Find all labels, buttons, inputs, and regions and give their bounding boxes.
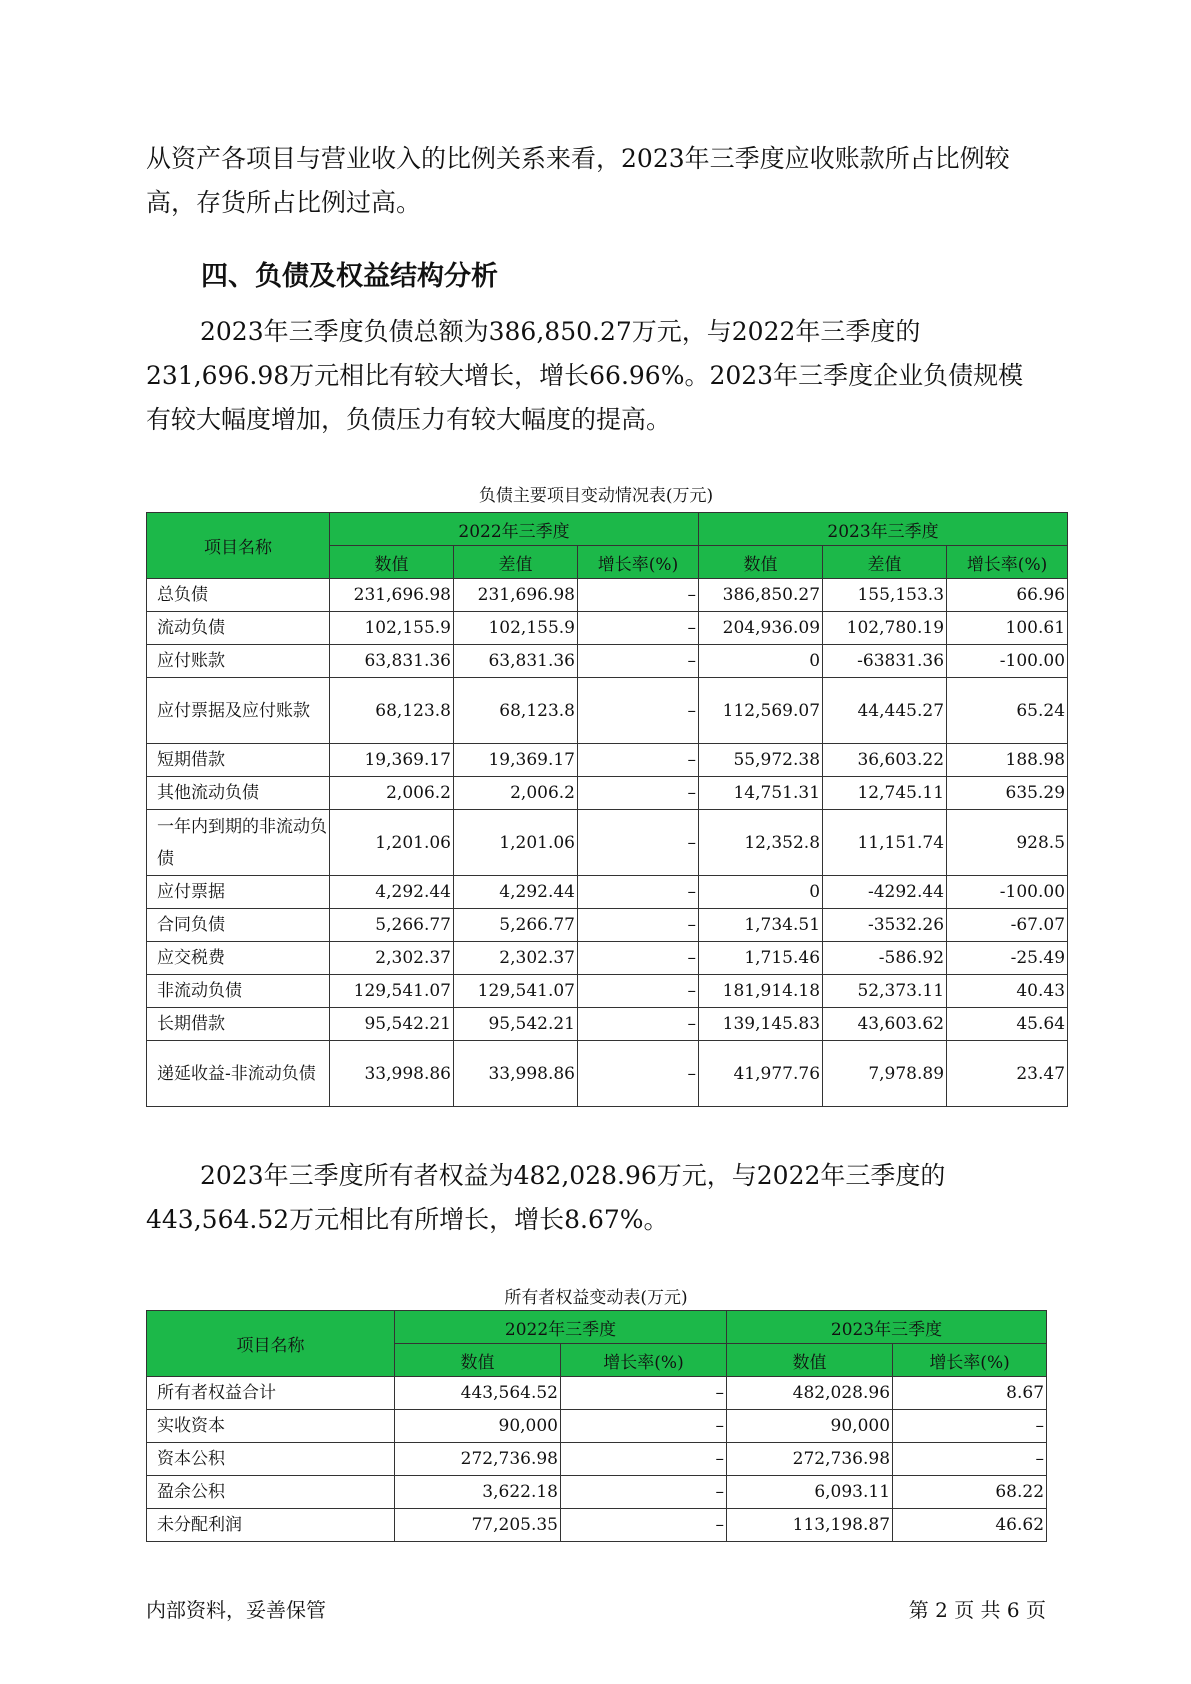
equity-subheader: 数值 — [727, 1344, 893, 1377]
table-row — [147, 777, 1068, 810]
cell-v2: 90,000 — [727, 1410, 893, 1443]
footer-page-number: 第 2 页 共 6 页 — [908, 1598, 1046, 1622]
cell-d2: -586.92 — [823, 942, 947, 975]
cell-g1: – — [578, 678, 699, 744]
row-label: 短期借款 — [147, 744, 330, 777]
equity-period1-header: 2022年三季度 — [395, 1311, 727, 1344]
table-row — [147, 579, 1068, 612]
cell-d2: 43,603.62 — [823, 1008, 947, 1041]
intro-paragraph: 从资产各项目与营业收入的比例关系来看，2023年三季度应收账款所占比例较高，存货所占比例过高。 — [146, 144, 1010, 217]
row-label: 盈余公积 — [147, 1476, 395, 1509]
row-label: 应交税费 — [147, 942, 330, 975]
equity-subheader: 数值 — [395, 1344, 561, 1377]
cell-v2: 482,028.96 — [727, 1377, 893, 1410]
liability-period1-header: 2022年三季度 — [330, 513, 699, 546]
table-row — [147, 876, 1068, 909]
table-row — [147, 678, 1068, 744]
cell-g1: – — [561, 1377, 727, 1410]
equity-paragraph: 2023年三季度所有者权益为482,028.96万元，与2022年三季度的443,564.52万元相比有所增长，增长8.67%。 — [146, 1161, 946, 1234]
cell-g1: – — [561, 1443, 727, 1476]
cell-v1: 102,155.9 — [330, 612, 454, 645]
cell-v1: 1,201.06 — [330, 810, 454, 876]
liability-subheader: 差值 — [454, 546, 578, 579]
cell-v1: 95,542.21 — [330, 1008, 454, 1041]
cell-d1: 33,998.86 — [454, 1041, 578, 1107]
cell-g1: – — [578, 579, 699, 612]
cell-v2: 1,715.46 — [699, 942, 823, 975]
cell-d1: 102,155.9 — [454, 612, 578, 645]
liability-subheader: 数值 — [330, 546, 454, 579]
row-label: 应付账款 — [147, 645, 330, 678]
cell-v1: 3,622.18 — [395, 1476, 561, 1509]
cell-g2: 65.24 — [947, 678, 1068, 744]
cell-v2: 386,850.27 — [699, 579, 823, 612]
cell-g2: – — [893, 1443, 1047, 1476]
cell-d2: -4292.44 — [823, 876, 947, 909]
cell-g2: 46.62 — [893, 1509, 1047, 1542]
cell-d2: 155,153.3 — [823, 579, 947, 612]
footer-left: 内部资料，妥善保管 — [146, 1598, 326, 1622]
cell-g1: – — [578, 810, 699, 876]
cell-g2: 635.29 — [947, 777, 1068, 810]
cell-g2: -100.00 — [947, 645, 1068, 678]
table-row — [147, 1476, 1047, 1509]
liability-paragraph: 2023年三季度负债总额为386,850.27万元，与2022年三季度的231,696.98万元相比有较大增长，增长66.96%。2023年三季度企业负债规模有较大幅度增加，负债压力有较大幅度的提高。 — [146, 317, 1024, 434]
row-label: 流动负债 — [147, 612, 330, 645]
table-row — [147, 942, 1068, 975]
cell-v2: 0 — [699, 876, 823, 909]
table-row — [147, 810, 1068, 876]
cell-v1: 77,205.35 — [395, 1509, 561, 1542]
cell-v1: 5,266.77 — [330, 909, 454, 942]
equity-table-body — [147, 1377, 1047, 1542]
liability-subheader: 增长率(%) — [578, 546, 699, 579]
cell-v1: 2,302.37 — [330, 942, 454, 975]
cell-v1: 443,564.52 — [395, 1377, 561, 1410]
cell-d2: -63831.36 — [823, 645, 947, 678]
cell-g1: – — [578, 612, 699, 645]
cell-v2: 139,145.83 — [699, 1008, 823, 1041]
cell-v2: 55,972.38 — [699, 744, 823, 777]
row-label: 长期借款 — [147, 1008, 330, 1041]
table-row — [147, 1008, 1068, 1041]
cell-d2: 7,978.89 — [823, 1041, 947, 1107]
cell-g1: – — [578, 909, 699, 942]
cell-d1: 231,696.98 — [454, 579, 578, 612]
cell-g2: 68.22 — [893, 1476, 1047, 1509]
liability-subheader: 差值 — [823, 546, 947, 579]
row-label: 合同负债 — [147, 909, 330, 942]
liability-item-header: 项目名称 — [147, 513, 330, 579]
cell-g1: – — [578, 975, 699, 1008]
table-row — [147, 1410, 1047, 1443]
cell-v2: 6,093.11 — [727, 1476, 893, 1509]
cell-v1: 19,369.17 — [330, 744, 454, 777]
cell-v1: 2,006.2 — [330, 777, 454, 810]
cell-g2: -100.00 — [947, 876, 1068, 909]
table-row — [147, 1509, 1047, 1542]
cell-v1: 63,831.36 — [330, 645, 454, 678]
section-heading: 四、负债及权益结构分析 — [201, 261, 498, 292]
cell-d1: 19,369.17 — [454, 744, 578, 777]
table-row — [147, 909, 1068, 942]
table-row — [147, 612, 1068, 645]
cell-v2: 1,734.51 — [699, 909, 823, 942]
cell-v1: 231,696.98 — [330, 579, 454, 612]
table-row — [147, 744, 1068, 777]
row-label: 总负债 — [147, 579, 330, 612]
cell-g2: 45.64 — [947, 1008, 1068, 1041]
cell-d1: 4,292.44 — [454, 876, 578, 909]
table-row — [147, 645, 1068, 678]
cell-d2: 11,151.74 — [823, 810, 947, 876]
cell-g1: – — [561, 1410, 727, 1443]
cell-g1: – — [561, 1509, 727, 1542]
cell-d2: 52,373.11 — [823, 975, 947, 1008]
table-row — [147, 1377, 1047, 1410]
row-label: 其他流动负债 — [147, 777, 330, 810]
cell-g1: – — [578, 645, 699, 678]
cell-d1: 95,542.21 — [454, 1008, 578, 1041]
equity-period2-header: 2023年三季度 — [727, 1311, 1047, 1344]
liability-table-body — [147, 579, 1068, 1107]
cell-v2: 41,977.76 — [699, 1041, 823, 1107]
cell-g1: – — [578, 744, 699, 777]
liability-subheader: 增长率(%) — [947, 546, 1068, 579]
cell-g1: – — [561, 1476, 727, 1509]
cell-g1: – — [578, 1041, 699, 1107]
equity-table — [146, 1310, 1047, 1542]
cell-d2: -3532.26 — [823, 909, 947, 942]
liability-table — [146, 512, 1068, 1107]
cell-v1: 68,123.8 — [330, 678, 454, 744]
cell-d1: 2,006.2 — [454, 777, 578, 810]
cell-g1: – — [578, 942, 699, 975]
cell-g2: – — [893, 1410, 1047, 1443]
cell-v2: 14,751.31 — [699, 777, 823, 810]
cell-g2: 23.47 — [947, 1041, 1068, 1107]
cell-v2: 204,936.09 — [699, 612, 823, 645]
cell-v2: 112,569.07 — [699, 678, 823, 744]
cell-d2: 12,745.11 — [823, 777, 947, 810]
equity-subheader: 增长率(%) — [893, 1344, 1047, 1377]
row-label: 一年内到期的非流动负债 — [147, 810, 330, 876]
cell-v2: 272,736.98 — [727, 1443, 893, 1476]
cell-d1: 1,201.06 — [454, 810, 578, 876]
cell-d1: 5,266.77 — [454, 909, 578, 942]
row-label: 应付票据 — [147, 876, 330, 909]
cell-v1: 129,541.07 — [330, 975, 454, 1008]
cell-g2: -25.49 — [947, 942, 1068, 975]
liability-table-caption: 负债主要项目变动情况表(万元) — [478, 486, 714, 506]
cell-v1: 272,736.98 — [395, 1443, 561, 1476]
cell-d1: 2,302.37 — [454, 942, 578, 975]
cell-v2: 113,198.87 — [727, 1509, 893, 1542]
row-label: 非流动负债 — [147, 975, 330, 1008]
cell-d1: 68,123.8 — [454, 678, 578, 744]
cell-d2: 36,603.22 — [823, 744, 947, 777]
table-row — [147, 1041, 1068, 1107]
cell-d2: 44,445.27 — [823, 678, 947, 744]
row-label: 未分配利润 — [147, 1509, 395, 1542]
cell-g2: 188.98 — [947, 744, 1068, 777]
equity-item-header: 项目名称 — [147, 1311, 395, 1377]
cell-v1: 90,000 — [395, 1410, 561, 1443]
cell-d2: 102,780.19 — [823, 612, 947, 645]
liability-period2-header: 2023年三季度 — [699, 513, 1068, 546]
row-label: 实收资本 — [147, 1410, 395, 1443]
cell-g2: 100.61 — [947, 612, 1068, 645]
cell-v1: 33,998.86 — [330, 1041, 454, 1107]
cell-v1: 4,292.44 — [330, 876, 454, 909]
cell-g1: – — [578, 1008, 699, 1041]
row-label: 所有者权益合计 — [147, 1377, 395, 1410]
cell-g1: – — [578, 777, 699, 810]
row-label: 应付票据及应付账款 — [147, 678, 330, 744]
liability-subheader: 数值 — [699, 546, 823, 579]
cell-g2: 8.67 — [893, 1377, 1047, 1410]
cell-g2: -67.07 — [947, 909, 1068, 942]
row-label: 资本公积 — [147, 1443, 395, 1476]
cell-d1: 63,831.36 — [454, 645, 578, 678]
cell-g2: 66.96 — [947, 579, 1068, 612]
equity-subheader: 增长率(%) — [561, 1344, 727, 1377]
cell-g2: 40.43 — [947, 975, 1068, 1008]
cell-g1: – — [578, 876, 699, 909]
table-row — [147, 1443, 1047, 1476]
cell-v2: 181,914.18 — [699, 975, 823, 1008]
row-label: 递延收益-非流动负债 — [147, 1041, 330, 1107]
cell-d1: 129,541.07 — [454, 975, 578, 1008]
equity-table-caption: 所有者权益变动表(万元) — [504, 1288, 688, 1308]
table-row — [147, 975, 1068, 1008]
cell-v2: 0 — [699, 645, 823, 678]
cell-v2: 12,352.8 — [699, 810, 823, 876]
cell-g2: 928.5 — [947, 810, 1068, 876]
